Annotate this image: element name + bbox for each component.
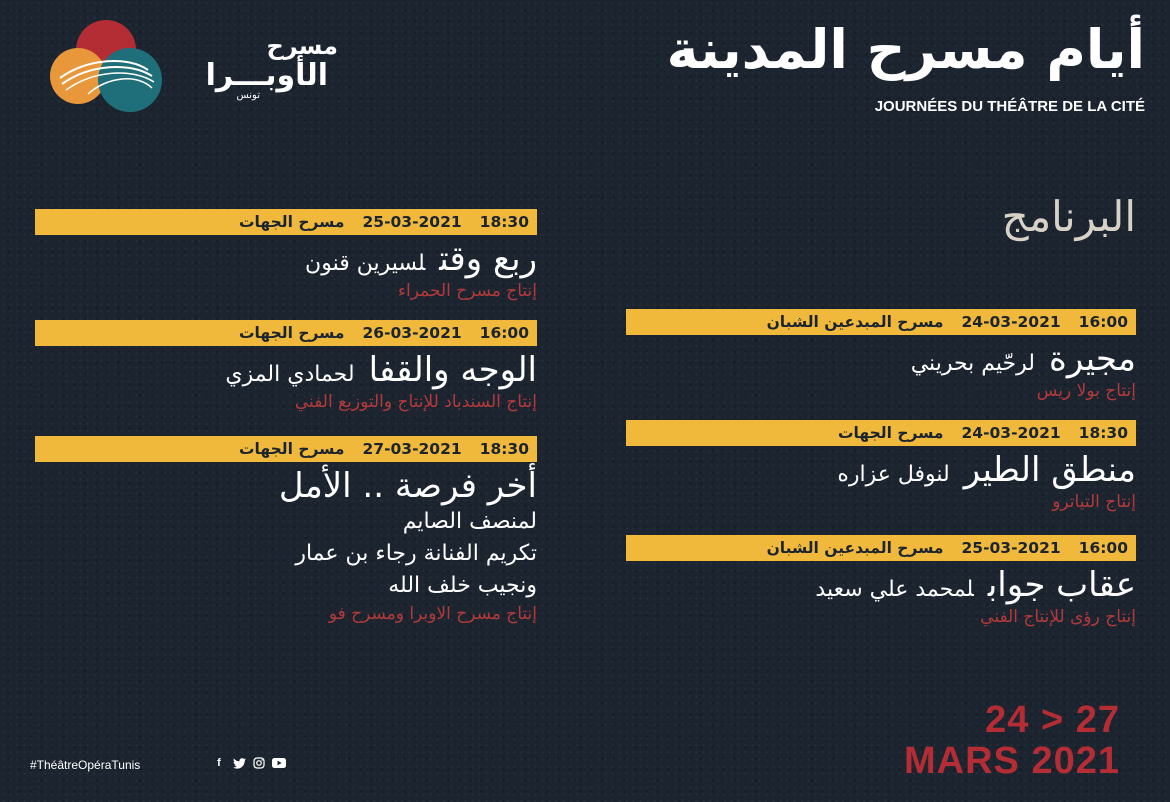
opera-logo-mark	[48, 18, 178, 118]
show-title: عقاب جواب	[987, 565, 1136, 605]
show-production: إنتاج بولا ريس	[1036, 381, 1136, 401]
show-date: 25-03-2021	[362, 213, 462, 231]
show-time: 18:30	[479, 213, 529, 231]
show-author: لحمادي المزي	[225, 362, 355, 387]
show-info-bar	[626, 309, 1136, 335]
show-production: إنتاج التياترو	[1052, 492, 1136, 512]
date-range: 24 > 27	[985, 699, 1120, 741]
hashtag: #ThéâtreOpéraTunis	[30, 758, 141, 772]
show-production: إنتاج رؤى للإنتاج الفني	[980, 607, 1136, 627]
show-block	[626, 420, 1136, 512]
show-date: 24-03-2021	[961, 313, 1061, 331]
show-info-bar	[35, 320, 537, 346]
show-time: 16:00	[1078, 313, 1128, 331]
show-date: 25-03-2021	[961, 539, 1061, 557]
show-title: الوجه والقفا	[368, 350, 537, 390]
opera-name-line2: الأوبـــرا	[205, 58, 328, 93]
show-author: لنوفل عزاره	[837, 462, 950, 487]
event-dates	[850, 700, 1120, 782]
show-venue: مسرح المبدعين الشبان	[766, 313, 944, 331]
youtube-icon[interactable]	[272, 756, 286, 770]
show-production: إنتاج مسرح الحمراء	[398, 281, 537, 301]
show-info-bar	[35, 436, 537, 462]
show-author: لرحّيم بحريني	[910, 351, 1035, 376]
show-info-bar	[626, 535, 1136, 561]
opera-city: تونس	[236, 90, 260, 101]
show-extra-line: ونجيب خلف الله	[388, 573, 537, 598]
instagram-icon[interactable]	[252, 756, 266, 770]
show-block	[35, 436, 537, 624]
show-date: 24-03-2021	[961, 424, 1061, 442]
facebook-icon[interactable]: f	[217, 757, 221, 769]
show-venue: مسرح الجهات	[238, 324, 345, 342]
show-title: منطق الطير	[963, 450, 1136, 490]
show-title: أخر فرصة .. الأمل	[278, 466, 537, 506]
show-block	[626, 309, 1136, 401]
program-title: البرنامج	[1001, 192, 1136, 241]
show-title: مجيرة	[1049, 339, 1136, 379]
festival-french-title: JOURNÉES DU THÉÂTRE DE LA CITÉ	[874, 98, 1145, 115]
opera-name-line1: مسرح	[266, 32, 338, 60]
show-extra-line: لمنصف الصايم	[402, 509, 537, 534]
show-author: لمحمد علي سعيد	[815, 577, 974, 602]
show-venue: مسرح الجهات	[238, 213, 345, 231]
festival-arabic-title: أيام مسرح المدينة	[666, 18, 1145, 81]
show-venue: مسرح الجهات	[837, 424, 944, 442]
show-info-bar	[626, 420, 1136, 446]
show-block	[35, 320, 537, 412]
social-icons	[212, 756, 286, 770]
opera-logo	[48, 18, 348, 118]
show-info-bar	[35, 209, 537, 235]
show-time: 18:30	[479, 440, 529, 458]
show-author: لسيرين قنون	[305, 251, 426, 276]
show-venue: مسرح المبدعين الشبان	[766, 539, 944, 557]
show-title: ربع وقت	[439, 239, 537, 279]
show-block	[35, 209, 537, 301]
show-time: 18:30	[1078, 424, 1128, 442]
show-venue: مسرح الجهات	[238, 440, 345, 458]
show-time: 16:00	[479, 324, 529, 342]
show-date: 27-03-2021	[362, 440, 462, 458]
date-month-year: MARS 2021	[904, 740, 1120, 782]
show-date: 26-03-2021	[362, 324, 462, 342]
show-production: إنتاج مسرح الاوبرا ومسرح فو	[328, 604, 537, 624]
show-time: 16:00	[1078, 539, 1128, 557]
show-block	[626, 535, 1136, 627]
show-production: إنتاج السندباد للإنتاج والتوزيع الفني	[294, 392, 537, 412]
show-extra-line: تكريم الفنانة رجاء بن عمار	[295, 541, 537, 566]
twitter-icon[interactable]	[232, 756, 246, 770]
festival-logo	[666, 18, 1145, 118]
